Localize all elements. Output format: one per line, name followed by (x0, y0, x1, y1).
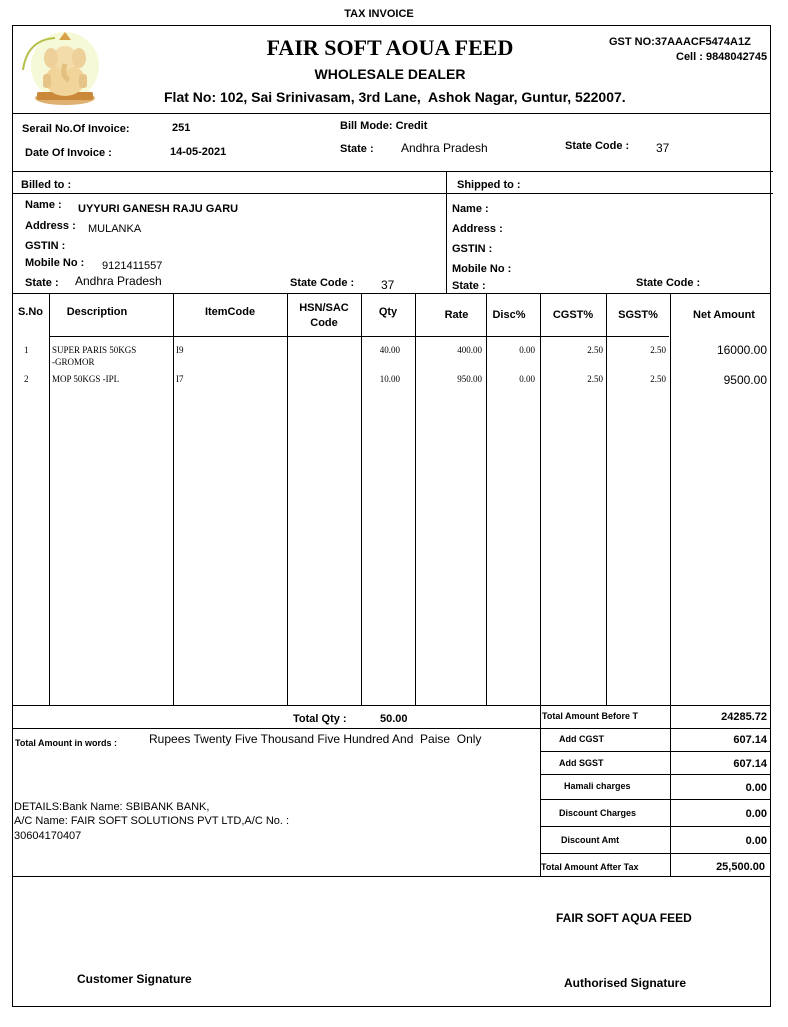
shipped-state-label: State : (452, 280, 486, 292)
row-description: SUPER PARIS 50KGS (52, 345, 137, 355)
authorised-signature: Authorised Signature (564, 976, 687, 990)
invoice-state-label: State : (340, 143, 374, 155)
row-rate: 400.00 (457, 345, 482, 355)
hamali-value: 0.00 (745, 782, 767, 794)
invoice-state-code-value: 37 (656, 141, 670, 155)
row-sno: 2 (24, 374, 29, 384)
col-header-itemcode: ItemCode (204, 306, 256, 318)
billed-to-header: Billed to : (21, 179, 72, 191)
discount-charges-value: 0.00 (745, 808, 767, 820)
cgst-value: 607.14 (733, 734, 767, 746)
row-itemcode: I9 (176, 345, 184, 355)
col-header-sno: S.No (17, 306, 44, 318)
col-header-hsn: HSN/SAC (299, 302, 349, 314)
ganesha-logo (15, 30, 115, 110)
frame-left (12, 25, 13, 1006)
billed-address-label: Address : (25, 220, 76, 232)
row-qty: 10.00 (379, 374, 400, 384)
invoice-state-value: Andhra Pradesh (401, 141, 488, 155)
row-sgst: 2.50 (650, 345, 666, 355)
col-header-net-amount: Net Amount (693, 309, 755, 321)
bank-details-line1: DETAILS:Bank Name: SBIBANK BANK, (14, 801, 210, 813)
frame-bottom (12, 1006, 771, 1007)
row-description: MOP 50KGS -IPL (52, 374, 120, 384)
col-header-disc: Disc% (492, 309, 526, 321)
col-header-qty: Qty (378, 306, 398, 318)
row-sno: 1 (24, 345, 29, 355)
shipped-gstin-label: GSTIN : (452, 243, 493, 255)
serial-label: Serail No.Of Invoice: (22, 123, 130, 135)
shipped-name-label: Name : (452, 203, 489, 215)
billed-state-label: State : (25, 277, 59, 289)
discount-amt-label: Discount Amt (561, 835, 620, 845)
footer-company-name: FAIR SOFT AQUA FEED (556, 911, 692, 925)
total-qty-label: Total Qty : (293, 713, 347, 725)
col-header-hsn-code: Code (310, 317, 338, 329)
before-tax-label: Total Amount Before T (542, 711, 638, 721)
invoice-state-code-label: State Code : (565, 140, 630, 152)
customer-signature: Customer Signature (77, 972, 192, 986)
billed-state-code-label: State Code : (290, 277, 355, 289)
col-header-description: Description (66, 306, 128, 318)
serial-value: 251 (172, 122, 191, 134)
frame-top (12, 25, 771, 26)
gst-number: GST NO:37AAACF5474A1Z (609, 36, 751, 48)
amount-words-label: Total Amount in words : (15, 738, 117, 748)
col-header-cgst: CGST% (552, 309, 594, 321)
discount-charges-label: Discount Charges (559, 808, 637, 818)
row-cgst: 2.50 (587, 374, 603, 384)
bank-details-line2: A/C Name: FAIR SOFT SOLUTIONS PVT LTD,A/C No. : (14, 815, 290, 827)
billed-mobile-value: 9121411557 (102, 260, 163, 272)
before-tax-value: 24285.72 (721, 711, 767, 723)
company-address: Flat No: 102, Sai Srinivasam, 3rd Lane, Ashok Nagar, Guntur, 522007. (164, 89, 626, 105)
shipped-state-code-label: State Code : (636, 277, 701, 289)
row-rate: 950.00 (457, 374, 482, 384)
billed-gstin-label: GSTIN : (25, 240, 66, 252)
hamali-label: Hamali charges (564, 781, 631, 791)
after-tax-value: 25,500.00 (716, 861, 765, 873)
billed-name-label: Name : (25, 199, 62, 211)
shipped-address-label: Address : (452, 223, 503, 235)
sgst-label: Add SGST (559, 758, 604, 768)
date-label: Date Of Invoice : (25, 147, 112, 159)
cgst-label: Add CGST (559, 734, 604, 744)
company-tagline: WHOLESALE DEALER (314, 66, 466, 82)
row-qty: 40.00 (379, 345, 400, 355)
total-qty-value: 50.00 (380, 713, 408, 725)
billed-mobile-label: Mobile No : (25, 257, 85, 269)
cell-number: Cell : 9848042745 (676, 51, 768, 63)
document-title: TAX INVOICE (344, 8, 414, 20)
col-header-sgst: SGST% (618, 309, 658, 321)
row-cgst: 2.50 (587, 345, 603, 355)
amount-words-value: Rupees Twenty Five Thousand Five Hundred And Paise Only (149, 732, 482, 746)
bill-mode: Bill Mode: Credit (340, 120, 428, 132)
row-disc: 0.00 (519, 345, 535, 355)
sgst-value: 607.14 (733, 758, 767, 770)
row-net-amount: 9500.00 (723, 373, 767, 387)
row-disc: 0.00 (519, 374, 535, 384)
row-itemcode: I7 (176, 374, 184, 384)
shipped-to-header: Shipped to : (457, 179, 521, 191)
billed-address-value: MULANKA (88, 223, 142, 235)
billed-state-code-value: 37 (381, 278, 395, 292)
after-tax-label: Total Amount After Tax (541, 862, 639, 872)
row-description-cont: -GROMOR (52, 357, 95, 367)
bank-details-line3: 30604170407 (14, 830, 82, 842)
discount-amt-value: 0.00 (745, 835, 767, 847)
company-name: FAIR SOFT AOUA FEED (266, 35, 514, 60)
col-header-rate: Rate (444, 309, 469, 321)
billed-state-value: Andhra Pradesh (75, 274, 162, 288)
date-value: 14-05-2021 (170, 146, 227, 158)
billed-name-value: UYYURI GANESH RAJU GARU (78, 203, 239, 215)
shipped-mobile-label: Mobile No : (452, 263, 512, 275)
row-net-amount: 16000.00 (716, 343, 767, 357)
row-sgst: 2.50 (650, 374, 666, 384)
frame-right (770, 25, 771, 1006)
